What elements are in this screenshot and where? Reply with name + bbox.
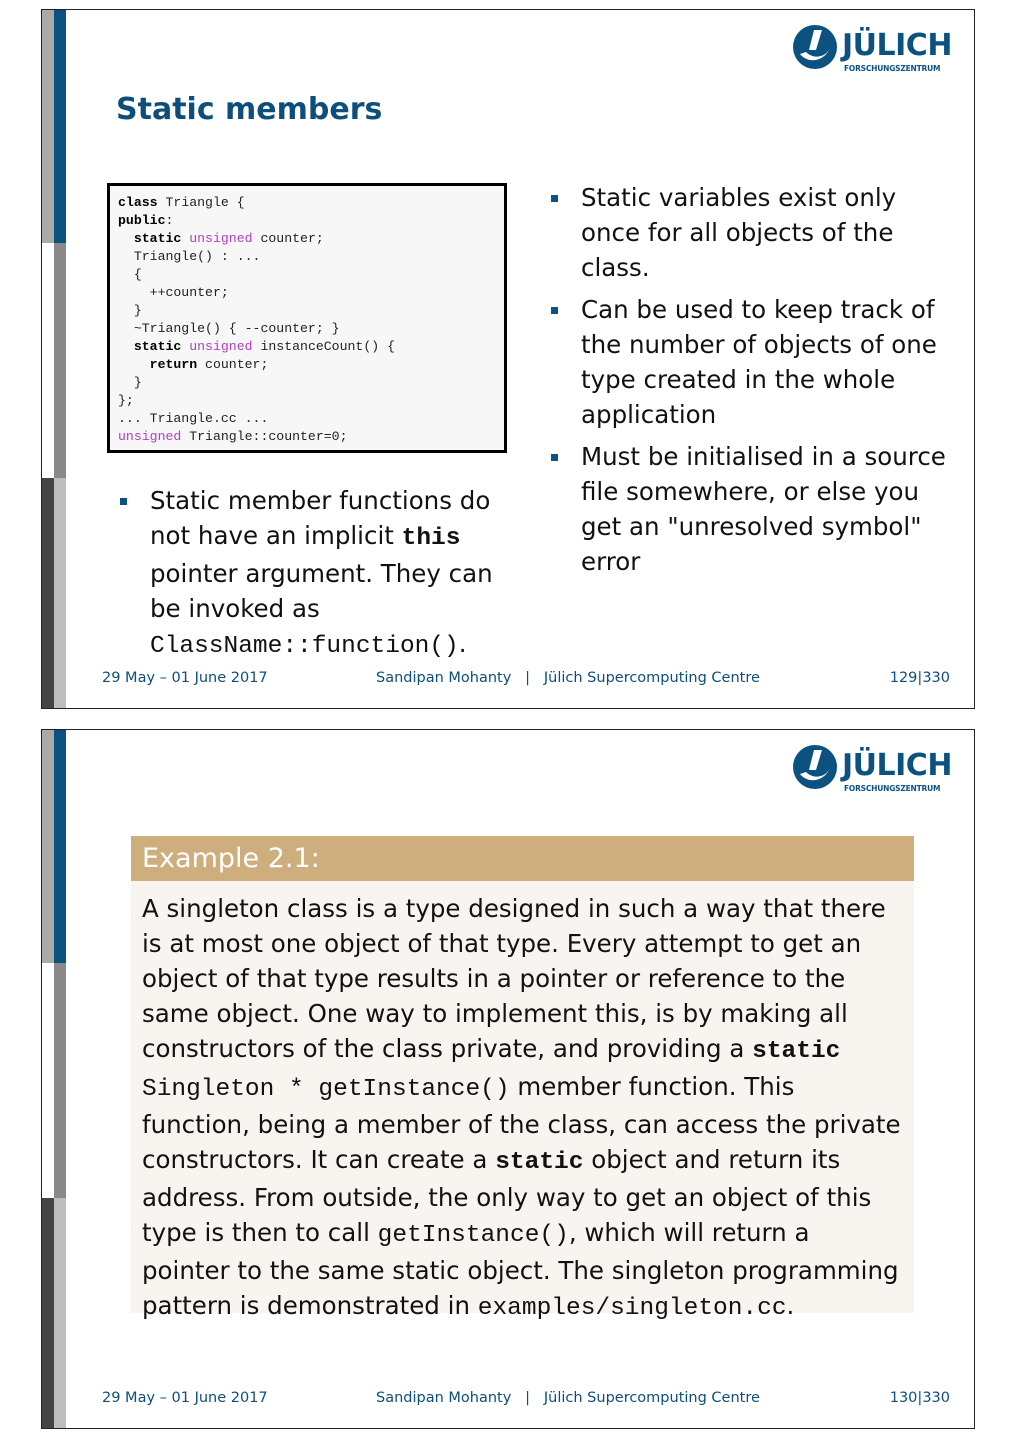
code-type: unsigned — [118, 429, 182, 444]
page-separator: | — [917, 1390, 923, 1406]
code-token: instanceCount() { — [252, 339, 395, 354]
code-token: ++counter; — [118, 285, 229, 300]
bullet-text: pointer argument. They can be invoked as — [150, 559, 493, 623]
example-text: object and return its address. From outside, the only way to get an object of this type is then to call — [142, 1145, 872, 1247]
code-keyword: static — [133, 231, 182, 246]
bullet-item — [116, 483, 496, 664]
logo-subtitle: FORSCHUNGSZENTRUM — [844, 64, 941, 73]
code-line — [118, 248, 496, 266]
example-text: member function. This function, being a member of the class, can access the private constructors. It can create a — [142, 1072, 901, 1174]
side-bar-segment — [42, 478, 54, 709]
example-text: , which will return a pointer to the same static object. The singleton programming pattern is demonstrated in — [142, 1218, 899, 1320]
code-type: unsigned — [189, 339, 253, 354]
code-line — [118, 338, 496, 356]
logo-subtitle: FORSCHUNGSZENTRUM — [844, 784, 941, 793]
code-token: Triangle { — [157, 195, 245, 210]
code-token: counter; — [252, 231, 324, 246]
footer-date: 29 May – 01 June 2017 — [102, 670, 268, 686]
code-token: { — [118, 267, 142, 282]
code-keyword: public — [118, 213, 166, 228]
footer-center — [376, 670, 760, 686]
code-line — [118, 410, 496, 428]
code-token — [118, 339, 134, 354]
side-bar-segment — [54, 10, 66, 243]
bullet-item: Static variables exist only once for all objects of the class. — [547, 180, 947, 285]
code-line — [118, 428, 496, 446]
code-keyword: static — [495, 1149, 584, 1176]
inline-code: ClassName::function() — [150, 633, 459, 660]
side-bar-segment — [54, 963, 66, 1198]
julich-logo-icon — [792, 24, 838, 70]
code-line — [118, 266, 496, 284]
code-token: Triangle::counter=0; — [181, 429, 348, 444]
code-token: Triangle() : ... — [118, 249, 261, 264]
code-keyword: static — [133, 339, 182, 354]
page-total: 330 — [922, 670, 950, 686]
footer-author: Sandipan Mohanty — [376, 670, 512, 686]
code-token: counter; — [197, 357, 269, 372]
side-bar-segment — [54, 1198, 66, 1429]
example-block — [131, 836, 914, 1322]
code-keyword: static — [752, 1038, 841, 1065]
side-bar-segment — [42, 730, 54, 963]
code-type: unsigned — [189, 231, 253, 246]
code-token: ... Triangle.cc ... — [118, 411, 269, 426]
inline-code: examples/singleton.cc — [477, 1295, 787, 1322]
bullet-item: Must be initialised in a source file somewhere, or else you get an "unresolved symbol" error — [547, 439, 947, 579]
side-bar-segment — [42, 10, 54, 243]
julich-logo-icon — [792, 744, 838, 790]
inline-code: getInstance() — [377, 1222, 569, 1249]
code-token: ~Triangle() { --counter; } — [118, 321, 340, 336]
bullet-text: . — [458, 629, 467, 658]
footer-separator: | — [525, 670, 531, 686]
code-line — [118, 212, 496, 230]
code-token: } — [118, 303, 142, 318]
slide-129 — [41, 9, 975, 709]
side-bar-segment — [42, 1198, 54, 1429]
side-bar-segment — [42, 243, 54, 478]
logo-wordmark: JÜLICH — [842, 748, 952, 783]
slide-130 — [41, 729, 975, 1429]
page-current: 130 — [889, 1390, 918, 1406]
code-token — [118, 231, 134, 246]
code-token: : — [165, 213, 174, 228]
page-separator: | — [917, 670, 923, 686]
code-keyword: class — [118, 195, 158, 210]
side-bar-segment — [54, 730, 66, 963]
footer-organization: Jülich Supercomputing Centre — [543, 670, 760, 686]
code-line — [118, 392, 496, 410]
footer-separator: | — [525, 1390, 531, 1406]
inline-code: Singleton * getInstance() — [142, 1076, 510, 1103]
footer-page-number — [890, 1390, 950, 1406]
slide-footer — [102, 1390, 950, 1410]
example-body — [131, 881, 914, 1326]
code-token: }; — [118, 393, 134, 408]
side-bar-segment — [42, 963, 54, 1198]
code-line — [118, 284, 496, 302]
side-bar-segment — [54, 243, 66, 478]
side-bar-segment — [54, 478, 66, 709]
code-keyword: this — [401, 525, 461, 552]
example-title: Example 2.1: — [131, 836, 914, 881]
slide-footer — [102, 670, 950, 690]
code-keyword: return — [149, 357, 198, 372]
code-line — [118, 356, 496, 374]
julich-logo — [792, 24, 952, 76]
code-line — [118, 230, 496, 248]
page-total: 330 — [922, 1390, 950, 1406]
example-text: . — [786, 1291, 795, 1320]
code-line — [118, 302, 496, 320]
footer-author: Sandipan Mohanty — [376, 1390, 512, 1406]
footer-page-number — [890, 670, 950, 686]
bullet-item: Can be used to keep track of the number of objects of one type created in the whole application — [547, 292, 947, 432]
code-line — [118, 194, 496, 212]
code-block — [107, 183, 507, 453]
code-token — [118, 357, 150, 372]
footer-organization: Jülich Supercomputing Centre — [543, 1390, 760, 1406]
page-current: 129 — [889, 670, 918, 686]
code-token: } — [118, 375, 142, 390]
code-line — [118, 374, 496, 392]
example-text: A singleton class is a type designed in such a way that there is at most one object of that type. Every attempt to get an object of that type results in a pointer or reference to the same object. One way to implement this, is by making all constructors of the class private, and providing a — [142, 894, 886, 1063]
right-bullet-list — [547, 180, 947, 586]
left-bullet-list — [116, 483, 496, 671]
bullet-text: Static member functions do not have an implicit — [150, 486, 491, 550]
code-line — [118, 320, 496, 338]
logo-wordmark: JÜLICH — [842, 28, 952, 63]
julich-logo — [792, 744, 952, 796]
slide-title: Static members — [116, 92, 383, 127]
footer-date: 29 May – 01 June 2017 — [102, 1390, 268, 1406]
footer-center — [376, 1390, 760, 1406]
